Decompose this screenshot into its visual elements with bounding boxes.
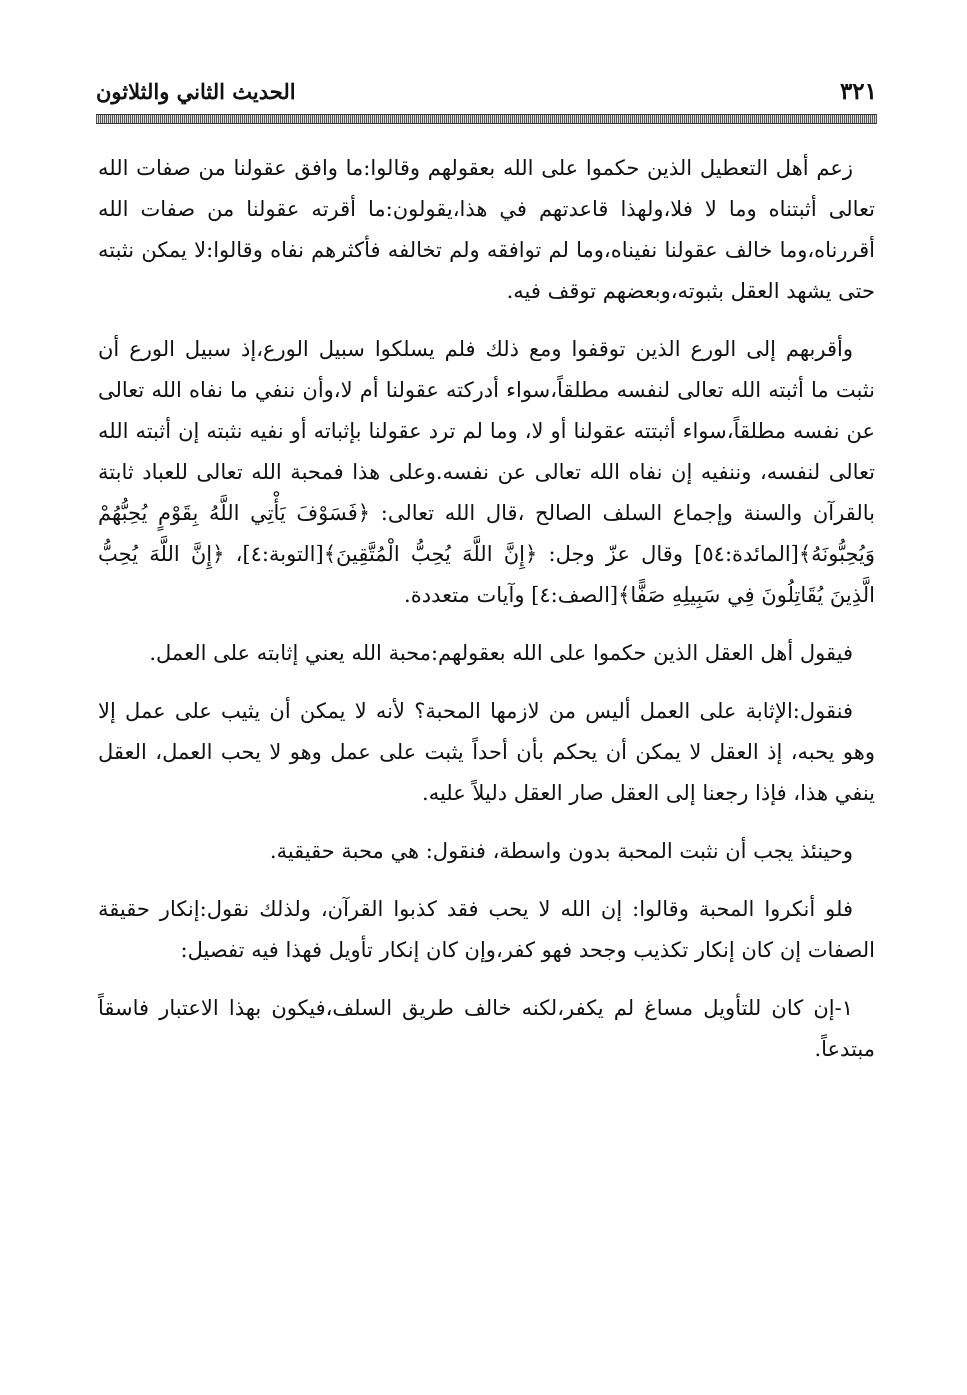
paragraph: فيقول أهل العقل الذين حكموا على الله بعقولهم:محبة الله يعني إثابته على العمل.	[149, 641, 853, 665]
paragraph: فلو أنكروا المحبة وقالوا: إن الله لا يحب فقد كذبوا القرآن، ولذلك نقول:إنكار حقيقة الصفات إن كان إنكار تكذيب وجحد فهو كفر،وإن كان إنكار تأويل فهذا فيه تفصيل:	[98, 897, 875, 962]
paragraph: فنقول:الإثابة على العمل أليس من لازمها المحبة؟ لأنه لا يمكن أن يثيب على عمل إلا وهو يحبه، إذ العقل لا يمكن أن يحكم بأن أحداً يثبت على عمل وهو لا يحب العمل، العقل ينفي هذا، فإذا رجعنا إلى العقل صار العقل دليلاً عليه.	[98, 699, 875, 805]
paragraph: وحينئذ يجب أن نثبت المحبة بدون واسطة، فنقول: هي محبة حقيقية.	[269, 839, 853, 863]
running-title: الحديث الثاني والثلاثون	[96, 78, 296, 104]
page-header	[96, 74, 877, 108]
paragraph: ١-إن كان للتأويل مساغ لم يكفر،لكنه خالف طريق السلف،فيكون بهذا الاعتبار فاسقاً مبتدعاً.	[98, 996, 875, 1061]
page-body	[98, 148, 875, 1087]
page-number: ٣٢١	[839, 77, 877, 105]
paragraph: وأقربهم إلى الورع الذين توقفوا ومع ذلك فلم يسلكوا سبيل الورع،إذ سبيل الورع أن نثبت ما أثبته الله تعالى لنفسه مطلقاً،سواء أدركته عقولنا أم لا،وأن ننفي ما نفاه الله تعالى عن نفسه مطلقاً،سواء أثبتته عقولنا أو لا، وما لم ترد عقولنا بإثباته أو نفيه نثبته إن أثبته الله تعالى لنفسه، وننفيه إن نفاه الله تعالى عن نفسه.وعلى هذا فمحبة الله تعالى للعباد ثابتة بالقرآن والسنة وإجماع السلف الصالح ،قال الله تعالى: ﴿فَسَوْفَ يَأْتِي اللَّهُ بِقَوْمٍ يُحِبُّهُمْ وَيُحِبُّونَهُ﴾[المائدة:٥٤] وقال عزّ وجل: ﴿إِنَّ اللَّهَ يُحِبُّ الْمُتَّقِينَ﴾[التوبة:٤]، ﴿إِنَّ اللَّهَ يُحِبُّ الَّذِينَ يُقَاتِلُونَ فِي سَبِيلِهِ صَفًّا﴾[الصف:٤] وآيات متعددة.	[98, 337, 875, 607]
paragraph: زعم أهل التعطيل الذين حكموا على الله بعقولهم وقالوا:ما وافق عقولنا من صفات الله تعالى أثبتناه وما لا فلا،ولهذا قاعدتهم في هذا،يقولون:ما أقرته عقولنا من صفات الله أقررناه،وما خالف عقولنا نفيناه،وما لم توافقه ولم تخالفه فأكثرهم نفاه وقالوا:لا يمكن نثبته حتى يشهد العقل بثبوته،وبعضهم توقف فيه.	[98, 156, 875, 303]
header-rule	[96, 114, 877, 124]
